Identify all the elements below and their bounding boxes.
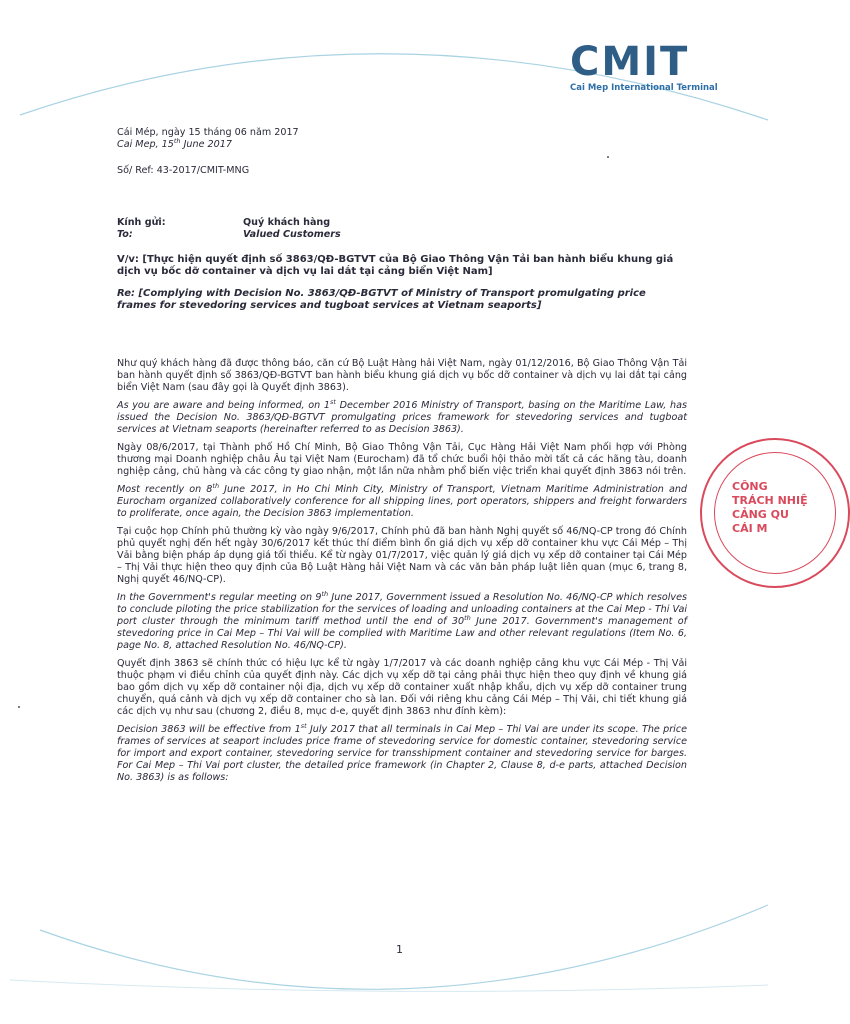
paragraph-3-vi: Tại cuộc họp Chính phủ thường kỳ vào ngày 9/6/2017, Chính phủ đã ban hành Nghị quyết số 46/NQ-CP trong đó Chính phủ quyết nghị đến hết ngày 30/6/2017 kết thúc thí điểm bình ổn giá dịch vụ xếp dỡ container khu vực Cái Mép – Thị Vải bằng biện pháp áp dụng giá tối thiểu. Kể từ ngày 01/7/2017, việc quản lý giá dịch vụ xếp dỡ container tại Cái Mép – Thị Vải thực hiện theo quy định của Bộ Luật Hàng hải Việt Nam và các văn bản pháp luật liên quan (mục 6, trang 8, Nghị quyết 46/NQ-CP). xyxy=(117,526,687,585)
company-seal-stamp: CÔNG TRÁCH NHIỆ CẢNG QU CÁI M xyxy=(700,438,850,588)
paragraph-1-en: As you are aware and being informed, on 1st December 2016 Ministry of Transport, basing on the Maritime Law, has issued the Decision No. 3863/QĐ-BGTVT promulgating prices framework for stevedoring services and tugboat services at Vietnam seaports (hereinafter referred to as Decision 3863). xyxy=(117,397,687,435)
logo-mark: CMIT xyxy=(570,39,690,85)
to-value-en: Valued Customers xyxy=(243,229,341,240)
to-value-vi: Quý khách hàng xyxy=(243,217,331,228)
date-english: Cai Mep, 15th June 2017 xyxy=(117,136,232,150)
paragraph-3-en: In the Government's regular meeting on 9th June 2017, Government issued a Resolution No. 46/NQ-CP which resolves to conclude piloting the price stabilization for the services of loading and unloading containers at the Cai Mep - Thi Vai port cluster through the minimum tariff method until the end of 30th June 2017. Government's management of stevedoring price in Cai Mep – Thi Vai will be complied with Maritime Law and other relevant regulations (Item No. 6, page No. 8, attached Resolution No. 46/NQ-CP). xyxy=(117,589,688,651)
subject-english: Re: [Complying with Decision No. 3863/QĐ-BGTVT of Ministry of Transport promulgating price frames for stevedoring services and tugboat services at Vietnam seaports] xyxy=(117,288,646,311)
addressee-block xyxy=(117,217,687,241)
scan-speck xyxy=(607,156,609,158)
paragraph-2-en: Most recently on 8th June 2017, in Ho Chi Minh City, Ministry of Transport, Vietnam Maritime Administration and Eurocham organized collaboratively conference for all shipping lines, port operators, shippers and freight forwarders to proliferate, once again, the Decision 3863 implementation. xyxy=(117,481,687,519)
page-number: 1 xyxy=(396,943,403,956)
paragraph-4-vi: Quyết định 3863 sẽ chính thức có hiệu lực kể từ ngày 1/7/2017 và các doanh nghiệp cảng khu vực Cái Mép - Thị Vải thuộc phạm vi điều chỉnh của quyết định này. Các dịch vụ xếp dỡ tại cảng phải thực hiện theo quy định về khung giá bao gồm dịch vụ xếp dỡ container nội địa, dịch vụ xếp dỡ container xuất nhập khẩu, dịch vụ xếp dỡ container trung chuyển, quá cảnh và dịch vụ xếp dỡ container cho sà lan. Đối với riêng khu cảng Cái Mép – Thị Vải, chi tiết khung giá các dịch vụ như sau (chương 2, điều 8, mục d-e, quyết định 3863 như đính kèm): xyxy=(117,658,687,717)
reference-number: Số/ Ref: 43-2017/CMIT-MNG xyxy=(117,165,250,176)
paragraph-2-vi: Ngày 08/6/2017, tại Thành phố Hồ Chí Minh, Bộ Giao Thông Vận Tải, Cục Hàng Hải Việt Nam phối hợp với Phòng thương mại Doanh nghiệp châu Âu tại Việt Nam (Eurocham) đã tổ chức buổi hội thảo mời tất cả các hãng tàu, doanh nghiệp cảng, chủ hàng và các công ty giao nhận, một lần nữa nhằm phổ biến việc triển khai quyết định 3863 nói trên. xyxy=(117,442,687,477)
letter-body xyxy=(117,358,687,790)
date-vietnamese: Cái Mép, ngày 15 tháng 06 năm 2017 xyxy=(117,127,299,138)
company-logo xyxy=(570,39,730,97)
to-label-en: To: xyxy=(117,229,133,240)
logo-subtitle: Cai Mep International Terminal xyxy=(570,83,718,93)
to-label-vi: Kính gửi: xyxy=(117,217,166,228)
subject-vietnamese: V/v: [Thực hiện quyết định số 3863/QĐ-BGTVT của Bộ Giao Thông Vận Tải ban hành biểu khung giá dịch vụ bốc dỡ container và dịch vụ lai dắt tại cảng biển Việt Nam] xyxy=(117,254,674,277)
letter-date xyxy=(117,127,687,151)
paragraph-1-vi: Như quý khách hàng đã được thông báo, căn cứ Bộ Luật Hàng hải Việt Nam, ngày 01/12/2016, Bộ Giao Thông Vận Tải ban hành quyết định số 3863/QĐ-BGTVT ban hành biểu khung giá dịch vụ bốc dỡ container và dịch vụ lai dắt tại cảng biển Việt Nam (sau đây gọi là Quyết định 3863). xyxy=(117,358,687,393)
scan-speck xyxy=(18,706,20,708)
paragraph-4-en: Decision 3863 will be effective from 1st July 2017 that all terminals in Cai Mep – Thi Vai are under its scope. The price frames of services at seaport includes price frame of stevedoring service for domestic container, stevedoring service for import and export container, stevedoring service for transshipment container and stevedoring service for barges. For Cai Mep – Thi Vai port cluster, the detailed price framework (in Chapter 2, Clause 8, d-e parts, attached Decision No. 3863) is as follows: xyxy=(117,721,687,783)
